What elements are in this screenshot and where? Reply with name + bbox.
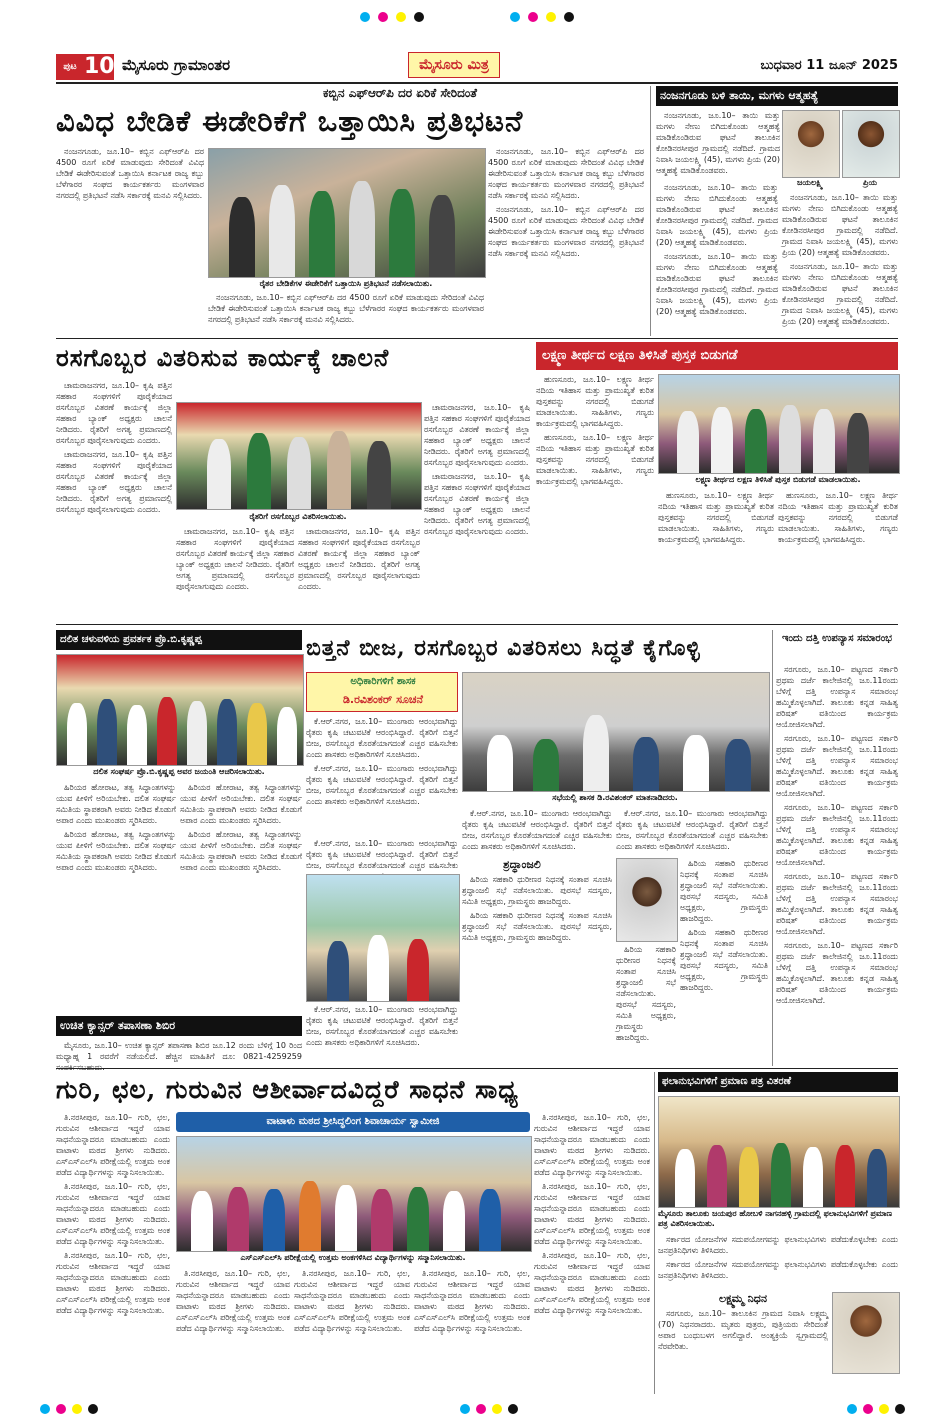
- story5-badge-line2: ಡಿ.ರವಿಶಂಕರ್ ಸೂಚನೆ: [342, 693, 423, 706]
- story5-body-col5: ಕೆ.ಆರ್.ನಗರ, ಜೂ.10– ಮುಂಗಾರು ಆರಂಭವಾಗಿದ್ದು ರೈತರು ಕೃಷಿ ಚಟುವಟಿಕೆ ಆರಂಭಿಸಿದ್ದಾರೆ. ರೈತರಿಗೆ ಬಿತ್ತನೆ ಬೀಜ, ರಸಗೊಬ್ಬರ ಕೊರತೆಯಾಗದಂತೆ ಎಚ್ಚರ ವಹಿಸಬೇಕು ಎಂದು ಶಾಸಕರು ಅಧಿಕಾರಿಗಳಿಗೆ ಸೂಚಿಸಿದರು.: [306, 1005, 458, 1047]
- obit-body-col3: ಹಿರಿಯ ಸಹಕಾರಿ ಧುರೀಣರ ನಿಧನಕ್ಕೆ ಸಂತಾಪ ಸೂಚಿಸಿ ಶ್ರದ್ಧಾಂಜಲಿ ಸಭೆ ನಡೆಸಲಾಯಿತು. ಪುರಸಭೆ ಸದಸ್ಯರು, ಸಮಿತಿ ಅಧ್ಯಕ್ಷರು, ಗ್ರಾಮಸ್ಥರು ಹಾಜರಿದ್ದರು.: [616, 945, 676, 1042]
- obit-photo: [306, 874, 460, 1002]
- registration-marks-bottom: [40, 1404, 905, 1416]
- story3-headline: ಲಕ್ಷ್ಮಣ ತೀರ್ಥದ ಲಕ್ಷಣ ತಿಳಿಸಿತೆ ಪುಸ್ತಕ ಬಿಡುಗಡೆ: [536, 342, 898, 370]
- side1-photo-daughter: [842, 110, 900, 178]
- dateline: ಬುಧವಾರ 11 ಜೂನ್ 2025: [760, 58, 898, 73]
- story2-body-col4: ಚಾಮರಾಜನಗರ, ಜೂ.10– ಕೃಷಿ ಪತ್ತಿನ ಸಹಕಾರ ಸಂಘಗಳಿಗೆ ಪೂರೈಕೆಯಾದ ರಸಗೊಬ್ಬರ ವಿತರಣೆ ಕಾರ್ಯಕ್ಕೆ ಜಿಲ್ಲಾ ಸಹಕಾರ ಬ್ಯಾಂಕ್ ಅಧ್ಯಕ್ಷರು ಚಾಲನೆ ನೀಡಿದರು. ರೈತರಿಗೆ ಅಗತ್ಯ ಪ್ರಮಾಣದಲ್ಲಿ ರಸಗೊಬ್ಬರ ಪೂರೈಸಲಾಗುವುದು ಎಂದರು. ಚಾಮರಾಜನಗರ, ಜೂ.10– ಕೃಷಿ ಪತ್ತಿನ ಸಹಕಾರ ಸಂಘಗಳಿಗೆ ಪೂರೈಕೆಯಾದ ರಸಗೊಬ್ಬರ ವಿತರಣೆ ಕಾರ್ಯಕ್ಕೆ ಜಿಲ್ಲಾ ಸಹಕಾರ ಬ್ಯಾಂಕ್ ಅಧ್ಯಕ್ಷರು ಚಾಲನೆ ನೀಡಿದರು. ರೈತರಿಗೆ ಅಗತ್ಯ ಪ್ರಮಾಣದಲ್ಲಿ ರಸಗೊಬ್ಬರ ಪೂರೈಸಲಾಗುವುದು ಎಂದರು.: [424, 403, 530, 536]
- page-header: [56, 52, 898, 82]
- column-divider-3: [654, 1072, 655, 1394]
- section-rule-1: [56, 338, 898, 339]
- story2-headline: ರಸಗೊಬ್ಬರ ವಿತರಿಸುವ ಕಾರ್ಯಕ್ಕೆ ಚಾಲನೆ: [56, 343, 390, 372]
- story6-body-col3: ತಿ.ನರಸೀಪುರ, ಜೂ.10– ಗುರಿ, ಛಲ, ಗುರುವಿನ ಆಶೀರ್ವಾದ ಇದ್ದರೆ ಯಾವ ಸಾಧನೆಯನ್ನಾದರೂ ಮಾಡಬಹುದು ಎಂದು ವಾಟಾಳು ಮಠದ ಶ್ರೀಗಳು ನುಡಿದರು. ಎಸ್ಎಸ್ಎಲ್‌ಸಿ ಪರೀಕ್ಷೆಯಲ್ಲಿ ಉತ್ತಮ ಅಂಕ ಪಡೆದ ವಿದ್ಯಾರ್ಥಿಗಳನ್ನು ಸನ್ಮಾನಿಸಲಾಯಿತು.: [294, 1269, 410, 1333]
- story4-caption: ದಲಿತ ಸಂಘರ್ಷ ಪ್ರೊ.ಬಿ.ಕೃಷ್ಣಪ್ಪ ಅವರ ಜಯಂತಿ ಆಚರಿಸಲಾಯಿತು.: [93, 767, 265, 776]
- story6-body-col4: ತಿ.ನರಸೀಪುರ, ಜೂ.10– ಗುರಿ, ಛಲ, ಗುರುವಿನ ಆಶೀರ್ವಾದ ಇದ್ದರೆ ಯಾವ ಸಾಧನೆಯನ್ನಾದರೂ ಮಾಡಬಹುದು ಎಂದು ವಾಟಾಳು ಮಠದ ಶ್ರೀಗಳು ನುಡಿದರು. ಎಸ್ಎಸ್ಎಲ್‌ಸಿ ಪರೀಕ್ಷೆಯಲ್ಲಿ ಉತ್ತಮ ಅಂಕ ಪಡೆದ ವಿದ್ಯಾರ್ಥಿಗಳನ್ನು ಸನ್ಮಾನಿಸಲಾಯಿತು.: [414, 1269, 530, 1333]
- side2-title: ಇಂದು ದತ್ತಿ ಉಪನ್ಯಾಸ ಸಮಾರಂಭ: [782, 633, 892, 644]
- section-rule-3: [56, 1068, 898, 1069]
- story3-body-col3: ಹುಣಸೂರು, ಜೂ.10– ಲಕ್ಷ್ಮಣ ತೀರ್ಥ ನದಿಯ ಇತಿಹಾಸ ಮತ್ತು ಪ್ರಾಮುಖ್ಯತೆ ಕುರಿತ ಪುಸ್ತಕವನ್ನು ನಗರದಲ್ಲಿ ಬಿಡುಗಡೆ ಮಾಡಲಾಯಿತು. ಸಾಹಿತಿಗಳು, ಗಣ್ಯರು ಕಾರ್ಯಕ್ರಮದಲ್ಲಿ ಭಾಗವಹಿಸಿದ್ದರು.: [778, 491, 898, 544]
- story5-badge: [306, 672, 458, 712]
- story3-body-col2: ಹುಣಸೂರು, ಜೂ.10– ಲಕ್ಷ್ಮಣ ತೀರ್ಥ ನದಿಯ ಇತಿಹಾಸ ಮತ್ತು ಪ್ರಾಮುಖ್ಯತೆ ಕುರಿತ ಪುಸ್ತಕವನ್ನು ನಗರದಲ್ಲಿ ಬಿಡುಗಡೆ ಮಾಡಲಾಯಿತು. ಸಾಹಿತಿಗಳು, ಗಣ್ಯರು ಕಾರ್ಯಕ್ರಮದಲ್ಲಿ ಭಾಗವಹಿಸಿದ್ದರು.: [658, 491, 774, 544]
- side1-photo2-caption: ಪ್ರಿಯ: [862, 178, 878, 187]
- story5-body-col1: ಕೆ.ಆರ್.ನಗರ, ಜೂ.10– ಮುಂಗಾರು ಆರಂಭವಾಗಿದ್ದು ರೈತರು ಕೃಷಿ ಚಟುವಟಿಕೆ ಆರಂಭಿಸಿದ್ದಾರೆ. ರೈತರಿಗೆ ಬಿತ್ತನೆ ಬೀಜ, ರಸಗೊಬ್ಬರ ಕೊರತೆಯಾಗದಂತೆ ಎಚ್ಚರ ವಹಿಸಬೇಕು ಎಂದು ಶಾಸಕರು ಅಧಿಕಾರಿಗಳಿಗೆ ಸೂಚಿಸಿದರು. ಕೆ.ಆರ್.ನಗರ, ಜೂ.10– ಮುಂಗಾರು ಆರಂಭವಾಗಿದ್ದು ರೈತರು ಕೃಷಿ ಚಟುವಟಿಕೆ ಆರಂಭಿಸಿದ್ದಾರೆ. ರೈತರಿಗೆ ಬಿತ್ತನೆ ಬೀಜ, ರಸಗೊಬ್ಬರ ಕೊರತೆಯಾಗದಂತೆ ಎಚ್ಚರ ವಹಿಸಬೇಕು ಎಂದು ಶಾಸಕರು ಅಧಿಕಾರಿಗಳಿಗೆ ಸೂಚಿಸಿದರು.: [306, 717, 458, 806]
- side2-body: ಸರಗೂರು, ಜೂ.10– ಪಟ್ಟಣದ ಸರ್ಕಾರಿ ಪ್ರಥಮ ದರ್ಜೆ ಕಾಲೇಜಿನಲ್ಲಿ ಜೂ.11ರಂದು ಬೆಳಿಗ್ಗೆ ದತ್ತಿ ಉಪನ್ಯಾಸ ಸಮಾರಂಭ ಹಮ್ಮಿಕೊಳ್ಳಲಾಗಿದೆ. ತಾಲೂಕು ಕನ್ನಡ ಸಾಹಿತ್ಯ ಪರಿಷತ್ ವತಿಯಿಂದ ಕಾರ್ಯಕ್ರಮ ಆಯೋಜಿಸಲಾಗಿದೆ. ಸರಗೂರು, ಜೂ.10– ಪಟ್ಟಣದ ಸರ್ಕಾರಿ ಪ್ರಥಮ ದರ್ಜೆ ಕಾಲೇಜಿನಲ್ಲಿ ಜೂ.11ರಂದು ಬೆಳಿಗ್ಗೆ ದತ್ತಿ ಉಪನ್ಯಾಸ ಸಮಾರಂಭ ಹಮ್ಮಿಕೊಳ್ಳಲಾಗಿದೆ. ತಾಲೂಕು ಕನ್ನಡ ಸಾಹಿತ್ಯ ಪರಿಷತ್ ವತಿಯಿಂದ ಕಾರ್ಯಕ್ರಮ ಆಯೋಜಿಸಲಾಗಿದೆ. ಸರಗೂರು, ಜೂ.10– ಪಟ್ಟಣದ ಸರ್ಕಾರಿ ಪ್ರಥಮ ದರ್ಜೆ ಕಾಲೇಜಿನಲ್ಲಿ ಜೂ.11ರಂದು ಬೆಳಿಗ್ಗೆ ದತ್ತಿ ಉಪನ್ಯಾಸ ಸಮಾರಂಭ ಹಮ್ಮಿಕೊಳ್ಳಲಾಗಿದೆ. ತಾಲೂಕು ಕನ್ನಡ ಸಾಹಿತ್ಯ ಪರಿಷತ್ ವತಿಯಿಂದ ಕಾರ್ಯಕ್ರಮ ಆಯೋಜಿಸಲಾಗಿದೆ. ಸರಗೂರು, ಜೂ.10– ಪಟ್ಟಣದ ಸರ್ಕಾರಿ ಪ್ರಥಮ ದರ್ಜೆ ಕಾಲೇಜಿನಲ್ಲಿ ಜೂ.11ರಂದು ಬೆಳಿಗ್ಗೆ ದತ್ತಿ ಉಪನ್ಯಾಸ ಸಮಾರಂಭ ಹಮ್ಮಿಕೊಳ್ಳಲಾಗಿದೆ. ತಾಲೂಕು ಕನ್ನಡ ಸಾಹಿತ್ಯ ಪರಿಷತ್ ವತಿಯಿಂದ ಕಾರ್ಯಕ್ರಮ ಆಯೋಜಿಸಲಾಗಿದೆ. ಸರಗೂರು, ಜೂ.10– ಪಟ್ಟಣದ ಸರ್ಕಾರಿ ಪ್ರಥಮ ದರ್ಜೆ ಕಾಲೇಜಿನಲ್ಲಿ ಜೂ.11ರಂದು ಬೆಳಿಗ್ಗೆ ದತ್ತಿ ಉಪನ್ಯಾಸ ಸಮಾರಂಭ ಹಮ್ಮಿಕೊಳ್ಳಲಾಗಿದೆ. ತಾಲೂಕು ಕನ್ನಡ ಸಾಹಿತ್ಯ ಪರಿಷತ್ ವತಿಯಿಂದ ಕಾರ್ಯಕ್ರಮ ಆಯೋಜಿಸಲಾಗಿದೆ.: [776, 665, 898, 1005]
- header-rule: [56, 82, 898, 84]
- story5-body-col3: ಕೆ.ಆರ್.ನಗರ, ಜೂ.10– ಮುಂಗಾರು ಆರಂಭವಾಗಿದ್ದು ರೈತರು ಕೃಷಿ ಚಟುವಟಿಕೆ ಆರಂಭಿಸಿದ್ದಾರೆ. ರೈತರಿಗೆ ಬಿತ್ತನೆ ಬೀಜ, ರಸಗೊಬ್ಬರ ಕೊರತೆಯಾಗದಂತೆ ಎಚ್ಚರ ವಹಿಸಬೇಕು ಎಂದು ಶಾಸಕರು ಅಧಿಕಾರಿಗಳಿಗೆ ಸೂಚಿಸಿದರು.: [616, 809, 768, 851]
- story5-photo: [462, 672, 770, 792]
- lead-headline: ವಿವಿಧ ಬೇಡಿಕೆ ಈಡೇರಿಕೆಗೆ ಒತ್ತಾಯಿಸಿ ಪ್ರತಿಭಟನೆ: [56, 104, 524, 138]
- story6-photo: [176, 1136, 532, 1252]
- camp-body: ಮೈಸೂರು, ಜೂ.10– ಉಚಿತ ಕ್ಯಾನ್ಸರ್ ತಪಾಸಣಾ ಶಿಬಿರ ಜೂ.12 ರಂದು ಬೆಳಿಗ್ಗೆ 10 ರಿಂದ ಮಧ್ಯಾಹ್ನ 1 ರವರೆಗೆ ನಡೆಯಲಿದೆ. ಹೆಚ್ಚಿನ ಮಾಹಿತಿಗೆ ದೂ: 0821-4259259: [56, 1041, 302, 1061]
- section-name: ಮೈಸೂರು ಗ್ರಾಮಾಂತರ: [122, 56, 231, 74]
- side3-photo: [658, 1096, 900, 1208]
- obit2-portrait: [832, 1292, 900, 1374]
- side1-photo-mother: [782, 110, 840, 178]
- story3-photo: [658, 374, 900, 474]
- side1-body-a: ನಂಜನಗೂಡು, ಜೂ.10– ತಾಯಿ ಮತ್ತು ಮಗಳು ನೇಣು ಬಿಗಿದುಕೊಂಡು ಆತ್ಮಹತ್ಯೆ ಮಾಡಿಕೊಂಡಿರುವ ಘಟನೆ ತಾಲೂಕಿನ ಕೋಡಿನರಸೀಪುರ ಗ್ರಾಮದಲ್ಲಿ ನಡೆದಿದೆ. ಗ್ರಾಮದ ನಿವಾಸಿ ಜಯಲಕ್ಷ್ಮಿ (45), ಮಗಳು ಪ್ರಿಯ (20) ಆತ್ಮಹತ್ಯೆ ಮಾಡಿಕೊಂಡವರು.: [656, 111, 780, 175]
- side1-body-b: ನಂಜನಗೂಡು, ಜೂ.10– ತಾಯಿ ಮತ್ತು ಮಗಳು ನೇಣು ಬಿಗಿದುಕೊಂಡು ಆತ್ಮಹತ್ಯೆ ಮಾಡಿಕೊಂಡಿರುವ ಘಟನೆ ತಾಲೂಕಿನ ಕೋಡಿನರಸೀಪುರ ಗ್ರಾಮದಲ್ಲಿ ನಡೆದಿದೆ. ಗ್ರಾಮದ ನಿವಾಸಿ ಜಯಲಕ್ಷ್ಮಿ (45), ಮಗಳು ಪ್ರಿಯ (20) ಆತ್ಮಹತ್ಯೆ ಮಾಡಿಕೊಂಡವರು. ನಂಜನಗೂಡು, ಜೂ.10– ತಾಯಿ ಮತ್ತು ಮಗಳು ನೇಣು ಬಿಗಿದುಕೊಂಡು ಆತ್ಮಹತ್ಯೆ ಮಾಡಿಕೊಂಡಿರುವ ಘಟನೆ ತಾಲೂಕಿನ ಕೋಡಿನರಸೀಪುರ ಗ್ರಾಮದಲ್ಲಿ ನಡೆದಿದೆ. ಗ್ರಾಮದ ನಿವಾಸಿ ಜಯಲಕ್ಷ್ಮಿ (45), ಮಗಳು ಪ್ರಿಯ (20) ಆತ್ಮಹತ್ಯೆ ಮಾಡಿಕೊಂಡವರು.: [656, 183, 778, 316]
- obit-body-col2: ಹಿರಿಯ ಸಹಕಾರಿ ಧುರೀಣರ ನಿಧನಕ್ಕೆ ಸಂತಾಪ ಸೂಚಿಸಿ ಶ್ರದ್ಧಾಂಜಲಿ ಸಭೆ ನಡೆಸಲಾಯಿತು. ಪುರಸಭೆ ಸದಸ್ಯರು, ಸಮಿತಿ ಅಧ್ಯಕ್ಷರು, ಗ್ರಾಮಸ್ಥರು ಹಾಜರಿದ್ದರು. ಹಿರಿಯ ಸಹಕಾರಿ ಧುರೀಣರ ನಿಧನಕ್ಕೆ ಸಂತಾಪ ಸೂಚಿಸಿ ಶ್ರದ್ಧಾಂಜಲಿ ಸಭೆ ನಡೆಸಲಾಯಿತು. ಪುರಸಭೆ ಸದಸ್ಯರು, ಸಮಿತಿ ಅಧ್ಯಕ್ಷರು, ಗ್ರಾಮಸ್ಥರು ಹಾಜರಿದ್ದರು.: [680, 859, 768, 992]
- story4-photo: [56, 654, 304, 766]
- story4-body-col1: ಹಿರಿಯರ ಹೋರಾಟ, ತತ್ವ ಸಿದ್ಧಾಂತಗಳನ್ನು ಯುವ ಪೀಳಿಗೆ ಅರಿಯಬೇಕು. ದಲಿತ ಸಂಘರ್ಷ ಸಮಿತಿಯ ಸ್ಥಾಪಕರಾಗಿ ಅವರು ನೀಡಿದ ಕೊಡುಗೆ ಅಪಾರ ಎಂದು ಮುಖಂಡರು ಸ್ಮರಿಸಿದರು. ಹಿರಿಯರ ಹೋರಾಟ, ತತ್ವ ಸಿದ್ಧಾಂತಗಳನ್ನು ಯುವ ಪೀಳಿಗೆ ಅರಿಯಬೇಕು. ದಲಿತ ಸಂಘರ್ಷ ಸಮಿತಿಯ ಸ್ಥಾಪಕರಾಗಿ ಅವರು ನೀಡಿದ ಕೊಡುಗೆ ಅಪಾರ ಎಂದು ಮುಖಂಡರು ಸ್ಮರಿಸಿದರು.: [56, 783, 176, 872]
- lead-kicker: ಕಬ್ಬಿನ ಎಫ್‌ಆರ್‌ಪಿ ದರ ಏರಿಕೆ ಸೇರಿದಂತೆ: [323, 86, 477, 100]
- page-number: 10: [84, 54, 115, 79]
- story2-photo: [176, 402, 422, 510]
- lead-caption: ರೈತರ ಬೇಡಿಕೆಗಳ ಈಡೇರಿಕೆಗೆ ಒತ್ತಾಯಿಸಿ ಪ್ರತಿಭಟನೆ ನಡೆಸಲಾಯಿತು.: [259, 279, 433, 288]
- story2-caption: ರೈತರಿಗೆ ರಸಗೊಬ್ಬರ ವಿತರಿಸಲಾಯಿತು.: [249, 512, 347, 521]
- side1-title: ನಂಜನಗೂಡು ಬಳಿ ತಾಯಿ, ಮಗಳು ಆತ್ಮಹತ್ಯೆ: [656, 86, 898, 106]
- story4-body-col2: ಹಿರಿಯರ ಹೋರಾಟ, ತತ್ವ ಸಿದ್ಧಾಂತಗಳನ್ನು ಯುವ ಪೀಳಿಗೆ ಅರಿಯಬೇಕು. ದಲಿತ ಸಂಘರ್ಷ ಸಮಿತಿಯ ಸ್ಥಾಪಕರಾಗಿ ಅವರು ನೀಡಿದ ಕೊಡುಗೆ ಅಪಾರ ಎಂದು ಮುಖಂಡರು ಸ್ಮರಿಸಿದರು. ಹಿರಿಯರ ಹೋರಾಟ, ತತ್ವ ಸಿದ್ಧಾಂತಗಳನ್ನು ಯುವ ಪೀಳಿಗೆ ಅರಿಯಬೇಕು. ದಲಿತ ಸಂಘರ್ಷ ಸಮಿತಿಯ ಸ್ಥಾಪಕರಾಗಿ ಅವರು ನೀಡಿದ ಕೊಡುಗೆ ಅಪಾರ ಎಂದು ಮುಖಂಡರು ಸ್ಮರಿಸಿದರು.: [180, 783, 302, 872]
- obit-body-col1: ಹಿರಿಯ ಸಹಕಾರಿ ಧುರೀಣರ ನಿಧನಕ್ಕೆ ಸಂತಾಪ ಸೂಚಿಸಿ ಶ್ರದ್ಧಾಂಜಲಿ ಸಭೆ ನಡೆಸಲಾಯಿತು. ಪುರಸಭೆ ಸದಸ್ಯರು, ಸಮಿತಿ ಅಧ್ಯಕ್ಷರು, ಗ್ರಾಮಸ್ಥರು ಹಾಜರಿದ್ದರು. ಹಿರಿಯ ಸಹಕಾರಿ ಧುರೀಣರ ನಿಧನಕ್ಕೆ ಸಂತಾಪ ಸೂಚಿಸಿ ಶ್ರದ್ಧಾಂಜಲಿ ಸಭೆ ನಡೆಸಲಾಯಿತು. ಪುರಸಭೆ ಸದಸ್ಯರು, ಸಮಿತಿ ಅಧ್ಯಕ್ಷರು, ಗ್ರಾಮಸ್ಥರು ಹಾಜರಿದ್ದರು.: [462, 875, 612, 942]
- side3-body: ಸರ್ಕಾರದ ಯೋಜನೆಗಳ ಸದುಪಯೋಗವನ್ನು ಫಲಾನುಭವಿಗಳು ಪಡೆದುಕೊಳ್ಳಬೇಕು ಎಂದು ಜನಪ್ರತಿನಿಧಿಗಳು ತಿಳಿಸಿದರು. ಸರ್ಕಾರದ ಯೋಜನೆಗಳ ಸದುಪಯೋಗವನ್ನು ಫಲಾನುಭವಿಗಳು ಪಡೆದುಕೊಳ್ಳಬೇಕು ಎಂದು ಜನಪ್ರತಿನಿಧಿಗಳು ತಿಳಿಸಿದರು.: [658, 1235, 898, 1280]
- story6-body-col1: ತಿ.ನರಸೀಪುರ, ಜೂ.10– ಗುರಿ, ಛಲ, ಗುರುವಿನ ಆಶೀರ್ವಾದ ಇದ್ದರೆ ಯಾವ ಸಾಧನೆಯನ್ನಾದರೂ ಮಾಡಬಹುದು ಎಂದು ವಾಟಾಳು ಮಠದ ಶ್ರೀಗಳು ನುಡಿದರು. ಎಸ್ಎಸ್ಎಲ್‌ಸಿ ಪರೀಕ್ಷೆಯಲ್ಲಿ ಉತ್ತಮ ಅಂಕ ಪಡೆದ ವಿದ್ಯಾರ್ಥಿಗಳನ್ನು ಸನ್ಮಾನಿಸಲಾಯಿತು. ತಿ.ನರಸೀಪುರ, ಜೂ.10– ಗುರಿ, ಛಲ, ಗುರುವಿನ ಆಶೀರ್ವಾದ ಇದ್ದರೆ ಯಾವ ಸಾಧನೆಯನ್ನಾದರೂ ಮಾಡಬಹುದು ಎಂದು ವಾಟಾಳು ಮಠದ ಶ್ರೀಗಳು ನುಡಿದರು. ಎಸ್ಎಸ್ಎಲ್‌ಸಿ ಪರೀಕ್ಷೆಯಲ್ಲಿ ಉತ್ತಮ ಅಂಕ ಪಡೆದ ವಿದ್ಯಾರ್ಥಿಗಳನ್ನು ಸನ್ಮಾನಿಸಲಾಯಿತು. ತಿ.ನರಸೀಪುರ, ಜೂ.10– ಗುರಿ, ಛಲ, ಗುರುವಿನ ಆಶೀರ್ವಾದ ಇದ್ದರೆ ಯಾವ ಸಾಧನೆಯನ್ನಾದರೂ ಮಾಡಬಹುದು ಎಂದು ವಾಟಾಳು ಮಠದ ಶ್ರೀಗಳು ನುಡಿದರು. ಎಸ್ಎಸ್ಎಲ್‌ಸಿ ಪರೀಕ್ಷೆಯಲ್ಲಿ ಉತ್ತಮ ಅಂಕ ಪಡೆದ ವಿದ್ಯಾರ್ಥಿಗಳನ್ನು ಸನ್ಮಾನಿಸಲಾಯಿತು.: [56, 1113, 170, 1315]
- obit-portrait: [616, 858, 678, 942]
- obit-title: ಶ್ರದ್ಧಾಂಜಲಿ: [503, 858, 541, 871]
- side3-title: ಫಲಾನುಭವಿಗಳಿಗೆ ಪ್ರಮಾಣ ಪತ್ರ ವಿತರಣೆ: [658, 1072, 898, 1092]
- story6-caption: ಎಸ್ಎಸ್ಎಲ್‌ಸಿ ಪರೀಕ್ಷೆಯಲ್ಲಿ ಉತ್ತಮ ಅಂಕಗಳಿಸಿದ ವಿದ್ಯಾರ್ಥಿಗಳನ್ನು ಸನ್ಮಾನಿಸಲಾಯಿತು.: [240, 1253, 466, 1262]
- story2-body-col3: ಚಾಮರಾಜನಗರ, ಜೂ.10– ಕೃಷಿ ಪತ್ತಿನ ಸಹಕಾರ ಸಂಘಗಳಿಗೆ ಪೂರೈಕೆಯಾದ ರಸಗೊಬ್ಬರ ವಿತರಣೆ ಕಾರ್ಯಕ್ಕೆ ಜಿಲ್ಲಾ ಸಹಕಾರ ಬ್ಯಾಂಕ್ ಅಧ್ಯಕ್ಷರು ಚಾಲನೆ ನೀಡಿದರು. ರೈತರಿಗೆ ಅಗತ್ಯ ಪ್ರಮಾಣದಲ್ಲಿ ರಸಗೊಬ್ಬರ ಪೂರೈಸಲಾಗುವುದು ಎಂದರು.: [298, 527, 420, 591]
- story5-headline: ಬಿತ್ತನೆ ಬೀಜ, ರಸಗೊಬ್ಬರ ವಿತರಿಸಲು ಸಿದ್ಧತೆ ಕೈಗೊಳ್ಳಿ: [306, 635, 701, 661]
- story5-body-col4: ಕೆ.ಆರ್.ನಗರ, ಜೂ.10– ಮುಂಗಾರು ಆರಂಭವಾಗಿದ್ದು ರೈತರು ಕೃಷಿ ಚಟುವಟಿಕೆ ಆರಂಭಿಸಿದ್ದಾರೆ. ರೈತರಿಗೆ ಬಿತ್ತನೆ ಬೀಜ, ರಸಗೊಬ್ಬರ ಕೊರತೆಯಾಗದಂತೆ ಎಚ್ಚರ ವಹಿಸಬೇಕು: [306, 839, 458, 870]
- story4-headline: ದಲಿತ ಚಳುವಳಿಯ ಪ್ರವರ್ತಕ ಪ್ರೊ.ಬಿ.ಕೃಷ್ಣಪ್ಪ: [56, 630, 302, 650]
- obit2-title: ಲಕ್ಷ್ಮಮ್ಮ ನಿಧನ: [719, 1292, 767, 1305]
- page-label: ಪುಟ: [56, 54, 84, 80]
- story6-body-col2: ತಿ.ನರಸೀಪುರ, ಜೂ.10– ಗುರಿ, ಛಲ, ಗುರುವಿನ ಆಶೀರ್ವಾದ ಇದ್ದರೆ ಯಾವ ಸಾಧನೆಯನ್ನಾದರೂ ಮಾಡಬಹುದು ಎಂದು ವಾಟಾಳು ಮಠದ ಶ್ರೀಗಳು ನುಡಿದರು. ಎಸ್ಎಸ್ಎಲ್‌ಸಿ ಪರೀಕ್ಷೆಯಲ್ಲಿ ಉತ್ತಮ ಅಂಕ ಪಡೆದ ವಿದ್ಯಾರ್ಥಿಗಳನ್ನು ಸನ್ಮಾನಿಸಲಾಯಿತು.: [176, 1269, 290, 1333]
- side1-body-c: ನಂಜನಗೂಡು, ಜೂ.10– ತಾಯಿ ಮತ್ತು ಮಗಳು ನೇಣು ಬಿಗಿದುಕೊಂಡು ಆತ್ಮಹತ್ಯೆ ಮಾಡಿಕೊಂಡಿರುವ ಘಟನೆ ತಾಲೂಕಿನ ಕೋಡಿನರಸೀಪುರ ಗ್ರಾಮದಲ್ಲಿ ನಡೆದಿದೆ. ಗ್ರಾಮದ ನಿವಾಸಿ ಜಯಲಕ್ಷ್ಮಿ (45), ಮಗಳು ಪ್ರಿಯ (20) ಆತ್ಮಹತ್ಯೆ ಮಾಡಿಕೊಂಡವರು. ನಂಜನಗೂಡು, ಜೂ.10– ತಾಯಿ ಮತ್ತು ಮಗಳು ನೇಣು ಬಿಗಿದುಕೊಂಡು ಆತ್ಮಹತ್ಯೆ ಮಾಡಿಕೊಂಡಿರುವ ಘಟನೆ ತಾಲೂಕಿನ ಕೋಡಿನರಸೀಪುರ ಗ್ರಾಮದಲ್ಲಿ ನಡೆದಿದೆ. ಗ್ರಾಮದ ನಿವಾಸಿ ಜಯಲಕ್ಷ್ಮಿ (45), ಮಗಳು ಪ್ರಿಯ (20) ಆತ್ಮಹತ್ಯೆ ಮಾಡಿಕೊಂಡವರು.: [782, 193, 898, 326]
- camp-title: ಉಚಿತ ಕ್ಯಾನ್ಸರ್ ತಪಾಸಣಾ ಶಿಬಿರ: [56, 1016, 302, 1036]
- story5-body-col2: ಕೆ.ಆರ್.ನಗರ, ಜೂ.10– ಮುಂಗಾರು ಆರಂಭವಾಗಿದ್ದು ರೈತರು ಕೃಷಿ ಚಟುವಟಿಕೆ ಆರಂಭಿಸಿದ್ದಾರೆ. ರೈತರಿಗೆ ಬಿತ್ತನೆ ಬೀಜ, ರಸಗೊಬ್ಬರ ಕೊರತೆಯಾಗದಂತೆ ಎಚ್ಚರ ವಹಿಸಬೇಕು ಎಂದು ಶಾಸಕರು ಅಧಿಕಾರಿಗಳಿಗೆ ಸೂಚಿಸಿದರು.: [462, 809, 612, 851]
- lead-photo: [208, 148, 486, 278]
- side3-caption: ಮೈಸೂರು ತಾಲೂಕು ಜಯಪುರ ಹೋಬಳಿ ನಾಗನಹಳ್ಳಿ ಗ್ರಾಮದಲ್ಲಿ ಫಲಾನುಭವಿಗಳಿಗೆ ಪ್ರಮಾಣ ಪತ್ರ ವಿತರಿಸಲಾಯಿತು.: [658, 1209, 893, 1228]
- story2-body-col2: ಚಾಮರಾಜನಗರ, ಜೂ.10– ಕೃಷಿ ಪತ್ತಿನ ಸಹಕಾರ ಸಂಘಗಳಿಗೆ ಪೂರೈಕೆಯಾದ ರಸಗೊಬ್ಬರ ವಿತರಣೆ ಕಾರ್ಯಕ್ಕೆ ಜಿಲ್ಲಾ ಸಹಕಾರ ಬ್ಯಾಂಕ್ ಅಧ್ಯಕ್ಷರು ಚಾಲನೆ ನೀಡಿದರು. ರೈತರಿಗೆ ಅಗತ್ಯ ಪ್ರಮಾಣದಲ್ಲಿ ರಸಗೊಬ್ಬರ ಪೂರೈಸಲಾಗುವುದು ಎಂದರು.: [176, 527, 294, 591]
- story5-badge-line1: ಅಧಿಕಾರಿಗಳಿಗೆ ಶಾಸಕ: [350, 676, 416, 687]
- side1-photo1-caption: ಜಯಲಕ್ಷ್ಮಿ: [797, 178, 823, 187]
- story5-caption: ಸಭೆಯಲ್ಲಿ ಶಾಸಕ ಡಿ.ರವಿಶಂಕರ್ ಮಾತನಾಡಿದರು.: [552, 793, 678, 802]
- story2-body-col1: ಚಾಮರಾಜನಗರ, ಜೂ.10– ಕೃಷಿ ಪತ್ತಿನ ಸಹಕಾರ ಸಂಘಗಳಿಗೆ ಪೂರೈಕೆಯಾದ ರಸಗೊಬ್ಬರ ವಿತರಣೆ ಕಾರ್ಯಕ್ಕೆ ಜಿಲ್ಲಾ ಸಹಕಾರ ಬ್ಯಾಂಕ್ ಅಧ್ಯಕ್ಷರು ಚಾಲನೆ ನೀಡಿದರು. ರೈತರಿಗೆ ಅಗತ್ಯ ಪ್ರಮಾಣದಲ್ಲಿ ರಸಗೊಬ್ಬರ ಪೂರೈಸಲಾಗುವುದು ಎಂದರು. ಚಾಮರಾಜನಗರ, ಜೂ.10– ಕೃಷಿ ಪತ್ತಿನ ಸಹಕಾರ ಸಂಘಗಳಿಗೆ ಪೂರೈಕೆಯಾದ ರಸಗೊಬ್ಬರ ವಿತರಣೆ ಕಾರ್ಯಕ್ಕೆ ಜಿಲ್ಲಾ ಸಹಕಾರ ಬ್ಯಾಂಕ್ ಅಧ್ಯಕ್ಷರು ಚಾಲನೆ ನೀಡಿದರು. ರೈತರಿಗೆ ಅಗತ್ಯ ಪ್ರಮಾಣದಲ್ಲಿ ರಸಗೊಬ್ಬರ ಪೂರೈಸಲಾಗುವುದು ಎಂದರು.: [56, 381, 172, 514]
- column-divider-2: [772, 630, 773, 1066]
- lead-body-col1: ನಂಜನಗೂಡು, ಜೂ.10– ಕಬ್ಬಿನ ಎಫ್‌ಆರ್‌ಪಿ ದರ 4500 ರೂಗೆ ಏರಿಕೆ ಮಾಡುವುದು ಸೇರಿದಂತೆ ವಿವಿಧ ಬೇಡಿಕೆ ಈಡೇರಿಸುವಂತೆ ಒತ್ತಾಯಿಸಿ ಕರ್ನಾಟಕ ರಾಜ್ಯ ಕಬ್ಬು ಬೆಳೆಗಾರರ ಸಂಘದ ಕಾರ್ಯಕರ್ತರು ಮಂಗಳವಾರ ನಗರದಲ್ಲಿ ಪ್ರತಿಭಟನೆ ನಡೆಸಿ ಸರ್ಕಾರಕ್ಕೆ ಮನವಿ ಸಲ್ಲಿಸಿದರು.: [56, 147, 204, 200]
- story6-subhead: ವಾಟಾಳು ಮಠದ ಶ್ರೀಸಿದ್ಧಲಿಂಗ ಶಿವಾಚಾರ್ಯ ಸ್ವಾಮೀಜಿ: [176, 1112, 530, 1132]
- column-divider: [650, 86, 651, 336]
- lead-body-col2: ನಂಜನಗೂಡು, ಜೂ.10– ಕಬ್ಬಿನ ಎಫ್‌ಆರ್‌ಪಿ ದರ 4500 ರೂಗೆ ಏರಿಕೆ ಮಾಡುವುದು ಸೇರಿದಂತೆ ವಿವಿಧ ಬೇಡಿಕೆ ಈಡೇರಿಸುವಂತೆ ಒತ್ತಾಯಿಸಿ ಕರ್ನಾಟಕ ರಾಜ್ಯ ಕಬ್ಬು ಬೆಳೆಗಾರರ ಸಂಘದ ಕಾರ್ಯಕರ್ತರು ಮಂಗಳವಾರ ನಗರದಲ್ಲಿ ಪ್ರತಿಭಟನೆ ನಡೆಸಿ ಸರ್ಕಾರಕ್ಕೆ ಮನವಿ ಸಲ್ಲಿಸಿದರು.: [208, 293, 484, 324]
- story6-headline: ಗುರಿ, ಛಲ, ಗುರುವಿನ ಆಶೀರ್ವಾದವಿದ್ದರೆ ಸಾಧನೆ ಸಾಧ್ಯ: [56, 1075, 519, 1104]
- story3-body-col1: ಹುಣಸೂರು, ಜೂ.10– ಲಕ್ಷ್ಮಣ ತೀರ್ಥ ನದಿಯ ಇತಿಹಾಸ ಮತ್ತು ಪ್ರಾಮುಖ್ಯತೆ ಕುರಿತ ಪುಸ್ತಕವನ್ನು ನಗರದಲ್ಲಿ ಬಿಡುಗಡೆ ಮಾಡಲಾಯಿತು. ಸಾಹಿತಿಗಳು, ಗಣ್ಯರು ಕಾರ್ಯಕ್ರಮದಲ್ಲಿ ಭಾಗವಹಿಸಿದ್ದರು. ಹುಣಸೂರು, ಜೂ.10– ಲಕ್ಷ್ಮಣ ತೀರ್ಥ ನದಿಯ ಇತಿಹಾಸ ಮತ್ತು ಪ್ರಾಮುಖ್ಯತೆ ಕುರಿತ ಪುಸ್ತಕವನ್ನು ನಗರದಲ್ಲಿ ಬಿಡುಗಡೆ ಮಾಡಲಾಯಿತು. ಸಾಹಿತಿಗಳು, ಗಣ್ಯರು ಕಾರ್ಯಕ್ರಮದಲ್ಲಿ ಭಾಗವಹಿಸಿದ್ದರು.: [536, 375, 654, 486]
- story6-body-col5: ತಿ.ನರಸೀಪುರ, ಜೂ.10– ಗುರಿ, ಛಲ, ಗುರುವಿನ ಆಶೀರ್ವಾದ ಇದ್ದರೆ ಯಾವ ಸಾಧನೆಯನ್ನಾದರೂ ಮಾಡಬಹುದು ಎಂದು ವಾಟಾಳು ಮಠದ ಶ್ರೀಗಳು ನುಡಿದರು. ಎಸ್ಎಸ್ಎಲ್‌ಸಿ ಪರೀಕ್ಷೆಯಲ್ಲಿ ಉತ್ತಮ ಅಂಕ ಪಡೆದ ವಿದ್ಯಾರ್ಥಿಗಳನ್ನು ಸನ್ಮಾನಿಸಲಾಯಿತು. ತಿ.ನರಸೀಪುರ, ಜೂ.10– ಗುರಿ, ಛಲ, ಗುರುವಿನ ಆಶೀರ್ವಾದ ಇದ್ದರೆ ಯಾವ ಸಾಧನೆಯನ್ನಾದರೂ ಮಾಡಬಹುದು ಎಂದು ವಾಟಾಳು ಮಠದ ಶ್ರೀಗಳು ನುಡಿದರು. ಎಸ್ಎಸ್ಎಲ್‌ಸಿ ಪರೀಕ್ಷೆಯಲ್ಲಿ ಉತ್ತಮ ಅಂಕ ಪಡೆದ ವಿದ್ಯಾರ್ಥಿಗಳನ್ನು ಸನ್ಮಾನಿಸಲಾಯಿತು. ತಿ.ನರಸೀಪುರ, ಜೂ.10– ಗುರಿ, ಛಲ, ಗುರುವಿನ ಆಶೀರ್ವಾದ ಇದ್ದರೆ ಯಾವ ಸಾಧನೆಯನ್ನಾದರೂ ಮಾಡಬಹುದು ಎಂದು ವಾಟಾಳು ಮಠದ ಶ್ರೀಗಳು ನುಡಿದರು. ಎಸ್ಎಸ್ಎಲ್‌ಸಿ ಪರೀಕ್ಷೆಯಲ್ಲಿ ಉತ್ತಮ ಅಂಕ ಪಡೆದ ವಿದ್ಯಾರ್ಥಿಗಳನ್ನು ಸನ್ಮಾನಿಸಲಾಯಿತು.: [534, 1113, 650, 1315]
- section-rule-2: [56, 624, 898, 625]
- registration-marks-top: [360, 12, 590, 24]
- lead-body-col3: ನಂಜನಗೂಡು, ಜೂ.10– ಕಬ್ಬಿನ ಎಫ್‌ಆರ್‌ಪಿ ದರ 4500 ರೂಗೆ ಏರಿಕೆ ಮಾಡುವುದು ಸೇರಿದಂತೆ ವಿವಿಧ ಬೇಡಿಕೆ ಈಡೇರಿಸುವಂತೆ ಒತ್ತಾಯಿಸಿ ಕರ್ನಾಟಕ ರಾಜ್ಯ ಕಬ್ಬು ಬೆಳೆಗಾರರ ಸಂಘದ ಕಾರ್ಯಕರ್ತರು ಮಂಗಳವಾರ ನಗರದಲ್ಲಿ ಪ್ರತಿಭಟನೆ ನಡೆಸಿ ಸರ್ಕಾರಕ್ಕೆ ಮನವಿ ಸಲ್ಲಿಸಿದರು. ನಂಜನಗೂಡು, ಜೂ.10– ಕಬ್ಬಿನ ಎಫ್‌ಆರ್‌ಪಿ ದರ 4500 ರೂಗೆ ಏರಿಕೆ ಮಾಡುವುದು ಸೇರಿದಂತೆ ವಿವಿಧ ಬೇಡಿಕೆ ಈಡೇರಿಸುವಂತೆ ಒತ್ತಾಯಿಸಿ ಕರ್ನಾಟಕ ರಾಜ್ಯ ಕಬ್ಬು ಬೆಳೆಗಾರರ ಸಂಘದ ಕಾರ್ಯಕರ್ತರು ಮಂಗಳವಾರ ನಗರದಲ್ಲಿ ಪ್ರತಿಭಟನೆ ನಡೆಸಿ ಸರ್ಕಾರಕ್ಕೆ ಮನವಿ ಸಲ್ಲಿಸಿದರು.: [488, 147, 644, 258]
- story3-caption: ಲಕ್ಷ್ಮಣ ತೀರ್ಥದ ಲಕ್ಷಣ ತಿಳಿಸಿತೆ ಪುಸ್ತಕ ಬಿಡುಗಡೆ ಮಾಡಲಾಯಿತು.: [695, 475, 861, 484]
- masthead-logo: ಮೈಸೂರು ಮಿತ್ರ: [408, 52, 500, 78]
- obit2-body: ಸರಗೂರು, ಜೂ.10– ತಾಲೂಕಿನ ಗ್ರಾಮದ ನಿವಾಸಿ ಲಕ್ಷ್ಮಮ್ಮ (70) ನಿಧನರಾದರು. ಮೃತರು ಪುತ್ರರು, ಪುತ್ರಿಯರು ಸೇರಿದಂತೆ ಅಪಾರ ಬಂಧುಬಳಗ ಅಗಲಿದ್ದಾರೆ. ಅಂತ್ಯಕ್ರಿಯೆ ಸ್ವಗ್ರಾಮದಲ್ಲಿ ನೆರವೇರಿತು.: [658, 1309, 828, 1351]
